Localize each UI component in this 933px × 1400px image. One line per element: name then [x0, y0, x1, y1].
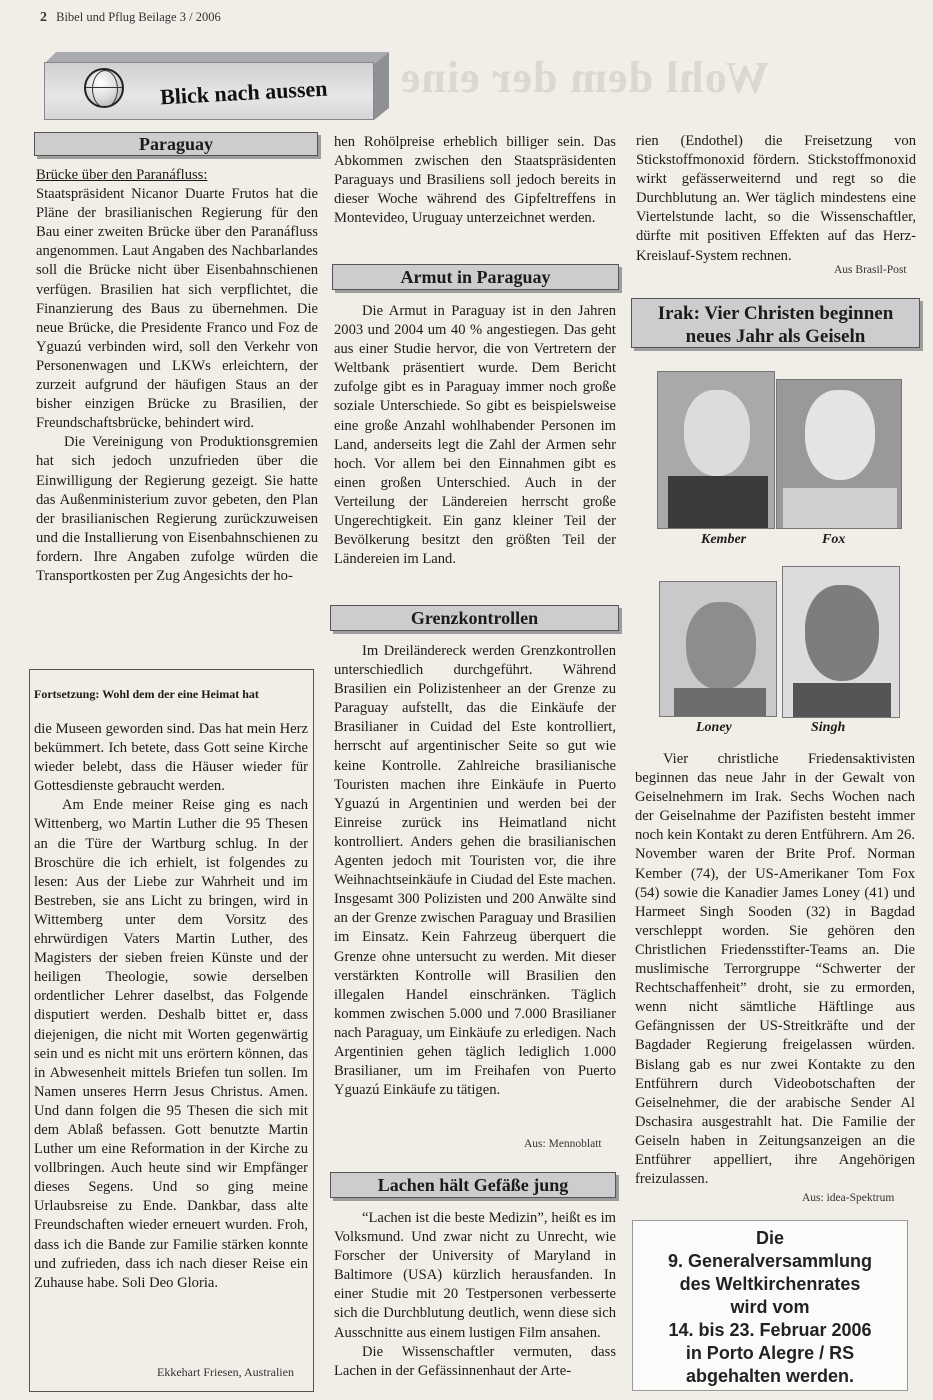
bleed-through-text: Wohl dem der eine [400, 53, 770, 102]
continuation-article [34, 720, 308, 1293]
continuation-paragraph-2: Am Ende meiner Reise ging es nach Wittenberg, wo Martin Luther die 95 Thesen an die Türe der Wartburg schlug. In der Broschüre die ich erhielt, ist folgendes zu lesen: Aus der Liebe zur Wahrheit und im Bestreben, sie ans Licht zu bringen, wird in Wittemberg unter dem Vorsitz des ehrwürdigen Vaters Martin Luther, des Magisters der sieben freien Künste und der heiligen Theologie, sowie derselben ordentlicher Lehrer daselbst, das Folgende disputiert werden. Deshalb bittet er, dass diejenigen, die nicht mit Worten gegenwärtig sein und es nicht mit uns erörtern können, das in Abwesenheit mittels Briefen tun sollen. Im Namen unseres Herrn Jesus Christus. Amen. Und dann folgen die 95 Thesen die sich mit dem Ablaß befassen. Gott benutzte Martin Luther um eine Reformation in der Kirche zu vollbringen. Auch heute sind wir Empfänger dieses Segens. Und so ging meine Urlaubsreise zu Ende. Dankbar, dass alte Freundschaften wieder erneuert wurden. Froh, dass ich die Bande zur Familie stärken konnte und zufrieden, dass ich nach dieser Reise ein Zuhause habe. Soli Deo Gloria. [34, 797, 308, 1291]
armut-article [334, 302, 616, 569]
irak-heading [631, 298, 920, 348]
announcement-line-5: 14. bis 23. Februar 2006 [668, 1320, 872, 1340]
lachen-paragraph-1: “Lachen ist die beste Medizin”, heißt es im Volksmund. Und zwar nicht zu Unrecht, wie Forscher der University of Maryland in Baltimore (USA) kürzlich herausfanden. In einer Studie mit 20 Testpersonen verbesserte sich die Durchblutung deutlich, wenn diese sich Ausschnitte aus einem lustigen Film ansahen. [334, 1210, 616, 1341]
announcement-line-4: wird vom [730, 1297, 810, 1317]
grenz-article [334, 642, 616, 1100]
page-header [40, 10, 221, 26]
lachen-paragraph-3: rien (Endothel) die Freisetzung von Stickstoffmonoxid fördern. Stickstoffmonoxid wirkt gefässerweiternd und regt so die Durchblutung an. Wer täglich mindestens eine Viertelstunde lacht, so die Wissenschaftler, dürfte mit positiven Effekten auf das Herz-Kreislauf-System rechnen. [636, 133, 916, 264]
caption-kember: Kember [701, 532, 747, 547]
irak-source: Aus: idea-Spektrum [802, 1192, 895, 1204]
singh-shirt [793, 683, 891, 717]
paraguay-heading: Paraguay [34, 132, 318, 156]
globe-icon [84, 68, 124, 108]
announcement-line-6: in Porto Alegre / RS [685, 1343, 855, 1363]
armut-paragraph: Die Armut in Paraguay ist in den Jahren 2003 und 2004 um 40 % angestiegen. Das geht aus einer Studie hervor, die von Vertretern der Weltbank präsentiert wurde. Dem Bericht zufolge gibt es in Paraguay immer noch große soziale Unterschiede. So gibt es beispielsweise eine große Anzahl wohlhabender Personen im Land, anderseits legt die Zahl der Armen sehr hoch. Vor allem bei den Einnahmen gibt es einen großen Unterschied. Auch in der Verteilung der Ländereien herrscht große Ungerechtigkeit. Ein ganz kleiner Teil der Bevölkerung besitzt den größten Teil der Ländereien im Land. [334, 303, 616, 568]
photo-kember [657, 371, 775, 529]
paraguay-article-continued [334, 133, 616, 228]
announcement-line-2: 9. Generalversammlung [667, 1251, 873, 1271]
kember-jacket [668, 476, 768, 528]
announcement-box [632, 1220, 908, 1391]
caption-loney: Loney [696, 720, 732, 735]
caption-singh: Singh [811, 720, 846, 735]
announcement-line-1: Die [755, 1228, 784, 1248]
paraguay-paragraph-2: Die Vereinigung von Produktionsgremien hat sich jedoch unzufrieden über die Einwilligung der Regierung gezeigt. Sie hatte das Außenministerium zuvor gebeten, den Plan der brasilianischen Regierung zurückzuweisen und die Installierung von Eisenbahnschienen zu fordern. Ihre Angaben zufolge würden die Transportkosten per Zug Angesichts der ho- [36, 434, 318, 584]
photo-fox [776, 379, 902, 529]
section-banner [44, 52, 380, 122]
continuation-label: Fortsetzung: Wohl dem der eine Heimat hat [34, 687, 259, 701]
bridge-subheading: Brücke über den Paranáfluss: [36, 167, 208, 183]
paraguay-article [36, 166, 318, 586]
irak-heading-line-2: neues Jahr als Geiseln [685, 326, 866, 347]
fox-face [805, 390, 875, 480]
lachen-heading: Lachen hält Gefäße jung [330, 1172, 616, 1198]
photo-loney [659, 581, 777, 717]
irak-article [635, 750, 915, 1189]
loney-face [686, 602, 756, 690]
continuation-author: Ekkehart Friesen, Australien [157, 1365, 294, 1379]
paraguay-paragraph-3: hen Rohölpreise erheblich billiger sein. Das Abkommen zwischen den Staatspräsidenten Paraguays und Brasiliens soll jedoch bereits in dieser Woche während des Gipfeltreffens in Montevideo, Uruguay unterzeichnet werden. [334, 134, 616, 227]
announcement-line-3: des Weltkirchenrates [679, 1274, 861, 1294]
fox-shirt [783, 488, 897, 528]
lachen-paragraph-2: Die Wissenschaftler vermuten, dass Lachen in der Gefässinnenhaut der Arte- [334, 1343, 616, 1379]
grenz-source: Aus: Mennoblatt [524, 1138, 602, 1150]
armut-heading: Armut in Paraguay [332, 264, 619, 290]
grenz-paragraph: Im Dreiländereck werden Grenzkontrollen unterschiedlich durchgeführt. Während Brasilien ein Polizistenheer an der Grenze zu Paraguay aufstellt, das die Einkäufe der Brasilianer in Cuidad del Este kontrolliert, herrscht auf argentinischer Seite so gut wie keine Kontrolle. Zahlreiche brasilianische Touristen machen ihre Einkäufe in Puerto Yguazú in Argentinien und werden bei der Einreise zurück ins Heimatland nicht kontrolliert. Anders gehen die brasilianischen Agenten jedoch mit Touristen vor, die ihre Weihnachtseinkäufe in Ciudad del Este machen. Insgesamt 300 Polizisten und 200 Anwälte sind an der Grenze zwischen Paraguay und Brasilien im Einsatz. Kein Fahrzeug überquert die Grenze ohne untersucht zu werden. Mit dieser verstärkten Kontrolle will Brasilien den illegalen Handel einschränken. Täglich kommen zwischen 5.000 und 7.000 Brasilianer nach Paraguay, um Einkäufe zu erledigen. Nach Argentinien gehen täglich lediglich 1.000 Brasilianer, um im Freihafen von Puerto Yguazú Einkäufe zu tätigen. [334, 643, 616, 1099]
publication-name: Bibel und Pflug Beilage 3 / 2006 [56, 10, 221, 24]
loney-shirt [674, 688, 766, 716]
irak-paragraph: Vier christliche Friedensaktivisten beginnen das neue Jahr in der Gewalt von Geiselnehmern im Irak. Sechs Wochen nach der Geiselnahme der Pazifisten besteht immer noch kein Kontakt zu deren Entführern. Am 26. November waren der Brite Prof. Norman Kember (74), der US-Amerikaner Tom Fox (54) sowie die Kanadier James Loney (41) und Harmeet Singh Sooden (32) in Bagdad verschleppt worden. Sie gehören den Christlichen Friedensstifter-Teams an. Die muslimische Terrorgruppe “Schwerter der Rechtschaffenheit” droht, sie zu ermorden, wenn nicht sämtliche Häftlinge aus Gefängnissen der US-Streitkräfte und der Bagdader Regierung freigelassen würden. Bislang gab es nur zwei Kontakte zu den Entführern durch Videobotschaften der Geiselnehmer, die der arabische Sender Al Dschasira ausgestrahlt hat. Die Familie der Geiseln haben in Zeitungsanzeigen an die Entführer appelliert, ihre Angehörigen freizulassen. [635, 751, 915, 1188]
singh-face [805, 585, 879, 681]
page-number: 2 [40, 10, 47, 25]
paraguay-paragraph-1: Staatspräsident Nicanor Duarte Frutos hat die Pläne der brasilianischen Regierung für den Bau einer zweiten Brücke über den Paranáfluss angenommen. Laut Angaben des Nachbarlandes soll die Brücke nicht über Eisenbahnschienen verfügen. Brasilien hat sich verpflichtet, die Finanzierung des Baus zu übernehmen. Die neue Brücke, die Presidente Franco und Foz de Yguazú verbinden wird, soll den Verkehr von Personenwagen und LKWs erleichtern, der zurzeit aufgrund der häufigen Staus an der bisher einzigen Brücke zu Brasilien, der Freundschaftsbrücke, behindert wird. [36, 186, 318, 432]
caption-fox: Fox [822, 532, 846, 547]
lachen-article [334, 1209, 616, 1381]
banner-side-face [374, 52, 390, 120]
lachen-article-continued [636, 132, 916, 266]
continuation-paragraph-1: die Museen geworden sind. Das hat mein Herz bekümmert. Ich betete, dass Gott seine Kirche wieder belebt, dass die Häuser wieder für Gottesdienste gebraucht werden. [34, 721, 308, 795]
announcement-line-7: abgehalten werden. [685, 1366, 855, 1386]
banner-title: Blick nach aussen [159, 75, 329, 110]
lachen-source: Aus Brasil-Post [834, 264, 907, 276]
kember-face [684, 390, 750, 476]
grenz-heading: Grenzkontrollen [330, 605, 619, 631]
photo-singh [782, 566, 900, 718]
irak-heading-line-1: Irak: Vier Christen beginnen [657, 303, 894, 324]
